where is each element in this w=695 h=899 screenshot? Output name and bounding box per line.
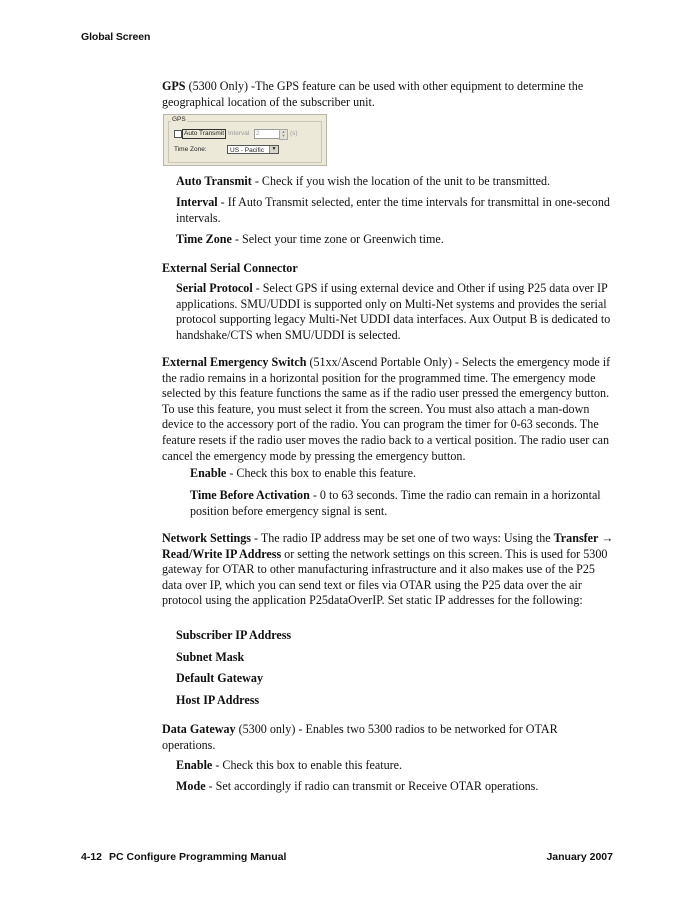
field-subscriber-ip: Subscriber IP Address	[176, 628, 292, 642]
gateway-item-mode	[176, 779, 614, 795]
interval-units: (s)	[290, 130, 298, 137]
network-menu-path: Transfer → Read/Write IP Address	[162, 531, 614, 561]
desc-serial-protocol: - Select GPS if using external device and Other if using P25 data over IP applications. SMU/UDDI is supported only on Multi-Net systems and provides the serial protocol supporting legacy Multi-Net UDDI data interfaces. Aux Output B is dedicated to handshake/CTS when SMU/UDDI is selected.	[176, 281, 611, 342]
desc-timezone: - Select your time zone or Greenwich time.	[231, 232, 444, 246]
gps-text: -The GPS feature can be used with other equipment to determine the geographical location of the subscriber unit.	[162, 79, 584, 109]
term-emergency-enable: Enable	[190, 466, 227, 480]
running-footer-left	[81, 851, 286, 863]
timezone-value: US - Pacific	[230, 147, 264, 154]
term-auto-transmit: Auto Transmit	[176, 174, 252, 188]
field-host-ip: Host IP Address	[176, 693, 260, 707]
desc-gateway-enable: - Check this box to enable this feature.	[212, 758, 403, 772]
gps-qualifier: (5300 Only)	[188, 79, 249, 93]
data-gateway-qualifier: (5300 only)	[238, 722, 296, 736]
gps-group-title: GPS	[172, 116, 186, 123]
serial-protocol-paragraph	[176, 281, 614, 343]
network-field-host-ip	[176, 693, 614, 709]
interval-spinner[interactable]	[279, 129, 288, 140]
manual-title: PC Configure Programming Manual	[109, 851, 287, 863]
field-default-gateway: Default Gateway	[176, 671, 263, 685]
gps-item-interval	[176, 195, 614, 226]
field-subnet-mask: Subnet Mask	[176, 650, 245, 664]
network-settings-heading: Network Settings	[162, 531, 252, 545]
term-serial-protocol: Serial Protocol	[176, 281, 253, 295]
interval-label: Interval	[228, 130, 250, 137]
term-interval: Interval	[176, 195, 218, 209]
gateway-item-enable	[176, 758, 614, 774]
desc-interval: - If Auto Transmit selected, enter the time intervals for transmittal in one-second intervals.	[176, 195, 610, 225]
gps-item-timezone	[176, 232, 614, 248]
gps-dialog	[163, 114, 327, 166]
desc-gateway-mode: - Set accordingly if radio can transmit or Receive OTAR operations.	[205, 779, 539, 793]
emergency-item-time-before	[190, 488, 614, 519]
network-field-default-gateway	[176, 671, 614, 687]
timezone-select[interactable]	[227, 145, 279, 154]
emergency-item-enable	[190, 466, 614, 482]
gps-heading: GPS	[162, 79, 186, 93]
page-number: 4-12	[81, 851, 103, 863]
spin-up-icon[interactable]: ▲	[281, 129, 286, 134]
running-header: Global Screen	[81, 31, 151, 43]
footer-date: January 2007	[546, 851, 613, 863]
emergency-switch-paragraph	[162, 355, 614, 464]
desc-time-before-activation: - 0 to 63 seconds. Time the radio can remain in a horizontal position before emergency signal is sent.	[190, 488, 601, 518]
chevron-down-icon[interactable]: ▼	[269, 146, 278, 153]
gps-groupbox	[168, 121, 322, 163]
emergency-switch-text: - Selects the emergency mode if the radio remains in a horizontal position for the programmed time. The emergency mode selected by this feature functions the same as if the radio user pressed the emergency button. To use this feature, you must select it from the screen. You must also attach a man-down device to the accessory port of the radio. You can program the timer for 0-63 seconds. The feature resets if the radio user moves the radio back to a vertical position. The radio user can cancel the emergency mode by pressing the emergency button.	[162, 355, 611, 463]
emergency-switch-qualifier: (51xx/Ascend Portable Only)	[309, 355, 452, 369]
term-time-before-activation: Time Before Activation	[190, 488, 310, 502]
term-gateway-enable: Enable	[176, 758, 213, 772]
gps-paragraph	[162, 79, 614, 110]
external-serial-title: External Serial Connector	[162, 261, 298, 275]
desc-emergency-enable: - Check this box to enable this feature.	[226, 466, 417, 480]
auto-transmit-label[interactable]: Auto Transmit	[184, 130, 225, 137]
network-settings-paragraph	[162, 531, 614, 609]
emergency-switch-heading: External Emergency Switch	[162, 355, 307, 369]
term-timezone: Time Zone	[176, 232, 232, 246]
network-text-a: - The radio IP address may be set one of two ways: Using the	[251, 531, 554, 545]
data-gateway-heading: Data Gateway	[162, 722, 236, 736]
gps-item-auto-transmit	[176, 174, 614, 190]
spin-down-icon[interactable]: ▼	[281, 133, 286, 138]
external-serial-heading	[162, 261, 614, 277]
network-field-subnet-mask	[176, 650, 614, 666]
timezone-label: Time Zone:	[174, 146, 207, 153]
network-field-subscriber-ip	[176, 628, 614, 644]
interval-input[interactable]: 2	[254, 129, 281, 139]
data-gateway-text: - Enables two 5300 radios to be networked for OTAR operations.	[162, 722, 558, 752]
network-text-b: or setting the network settings on this screen. This is used for 5300 gateway for OTAR to other manufacturing infrastructure and it also makes use of the P25 data over IP, which you can send text or files via OTAR using the P25 data over the air protocol using the application P25dataOverIP. Set static IP addresses for the following:	[162, 546, 608, 608]
term-gateway-mode: Mode	[176, 779, 206, 793]
desc-auto-transmit: - Check if you wish the location of the unit to be transmitted.	[251, 174, 551, 188]
data-gateway-paragraph	[162, 722, 614, 753]
auto-transmit-checkbox[interactable]	[174, 130, 182, 138]
